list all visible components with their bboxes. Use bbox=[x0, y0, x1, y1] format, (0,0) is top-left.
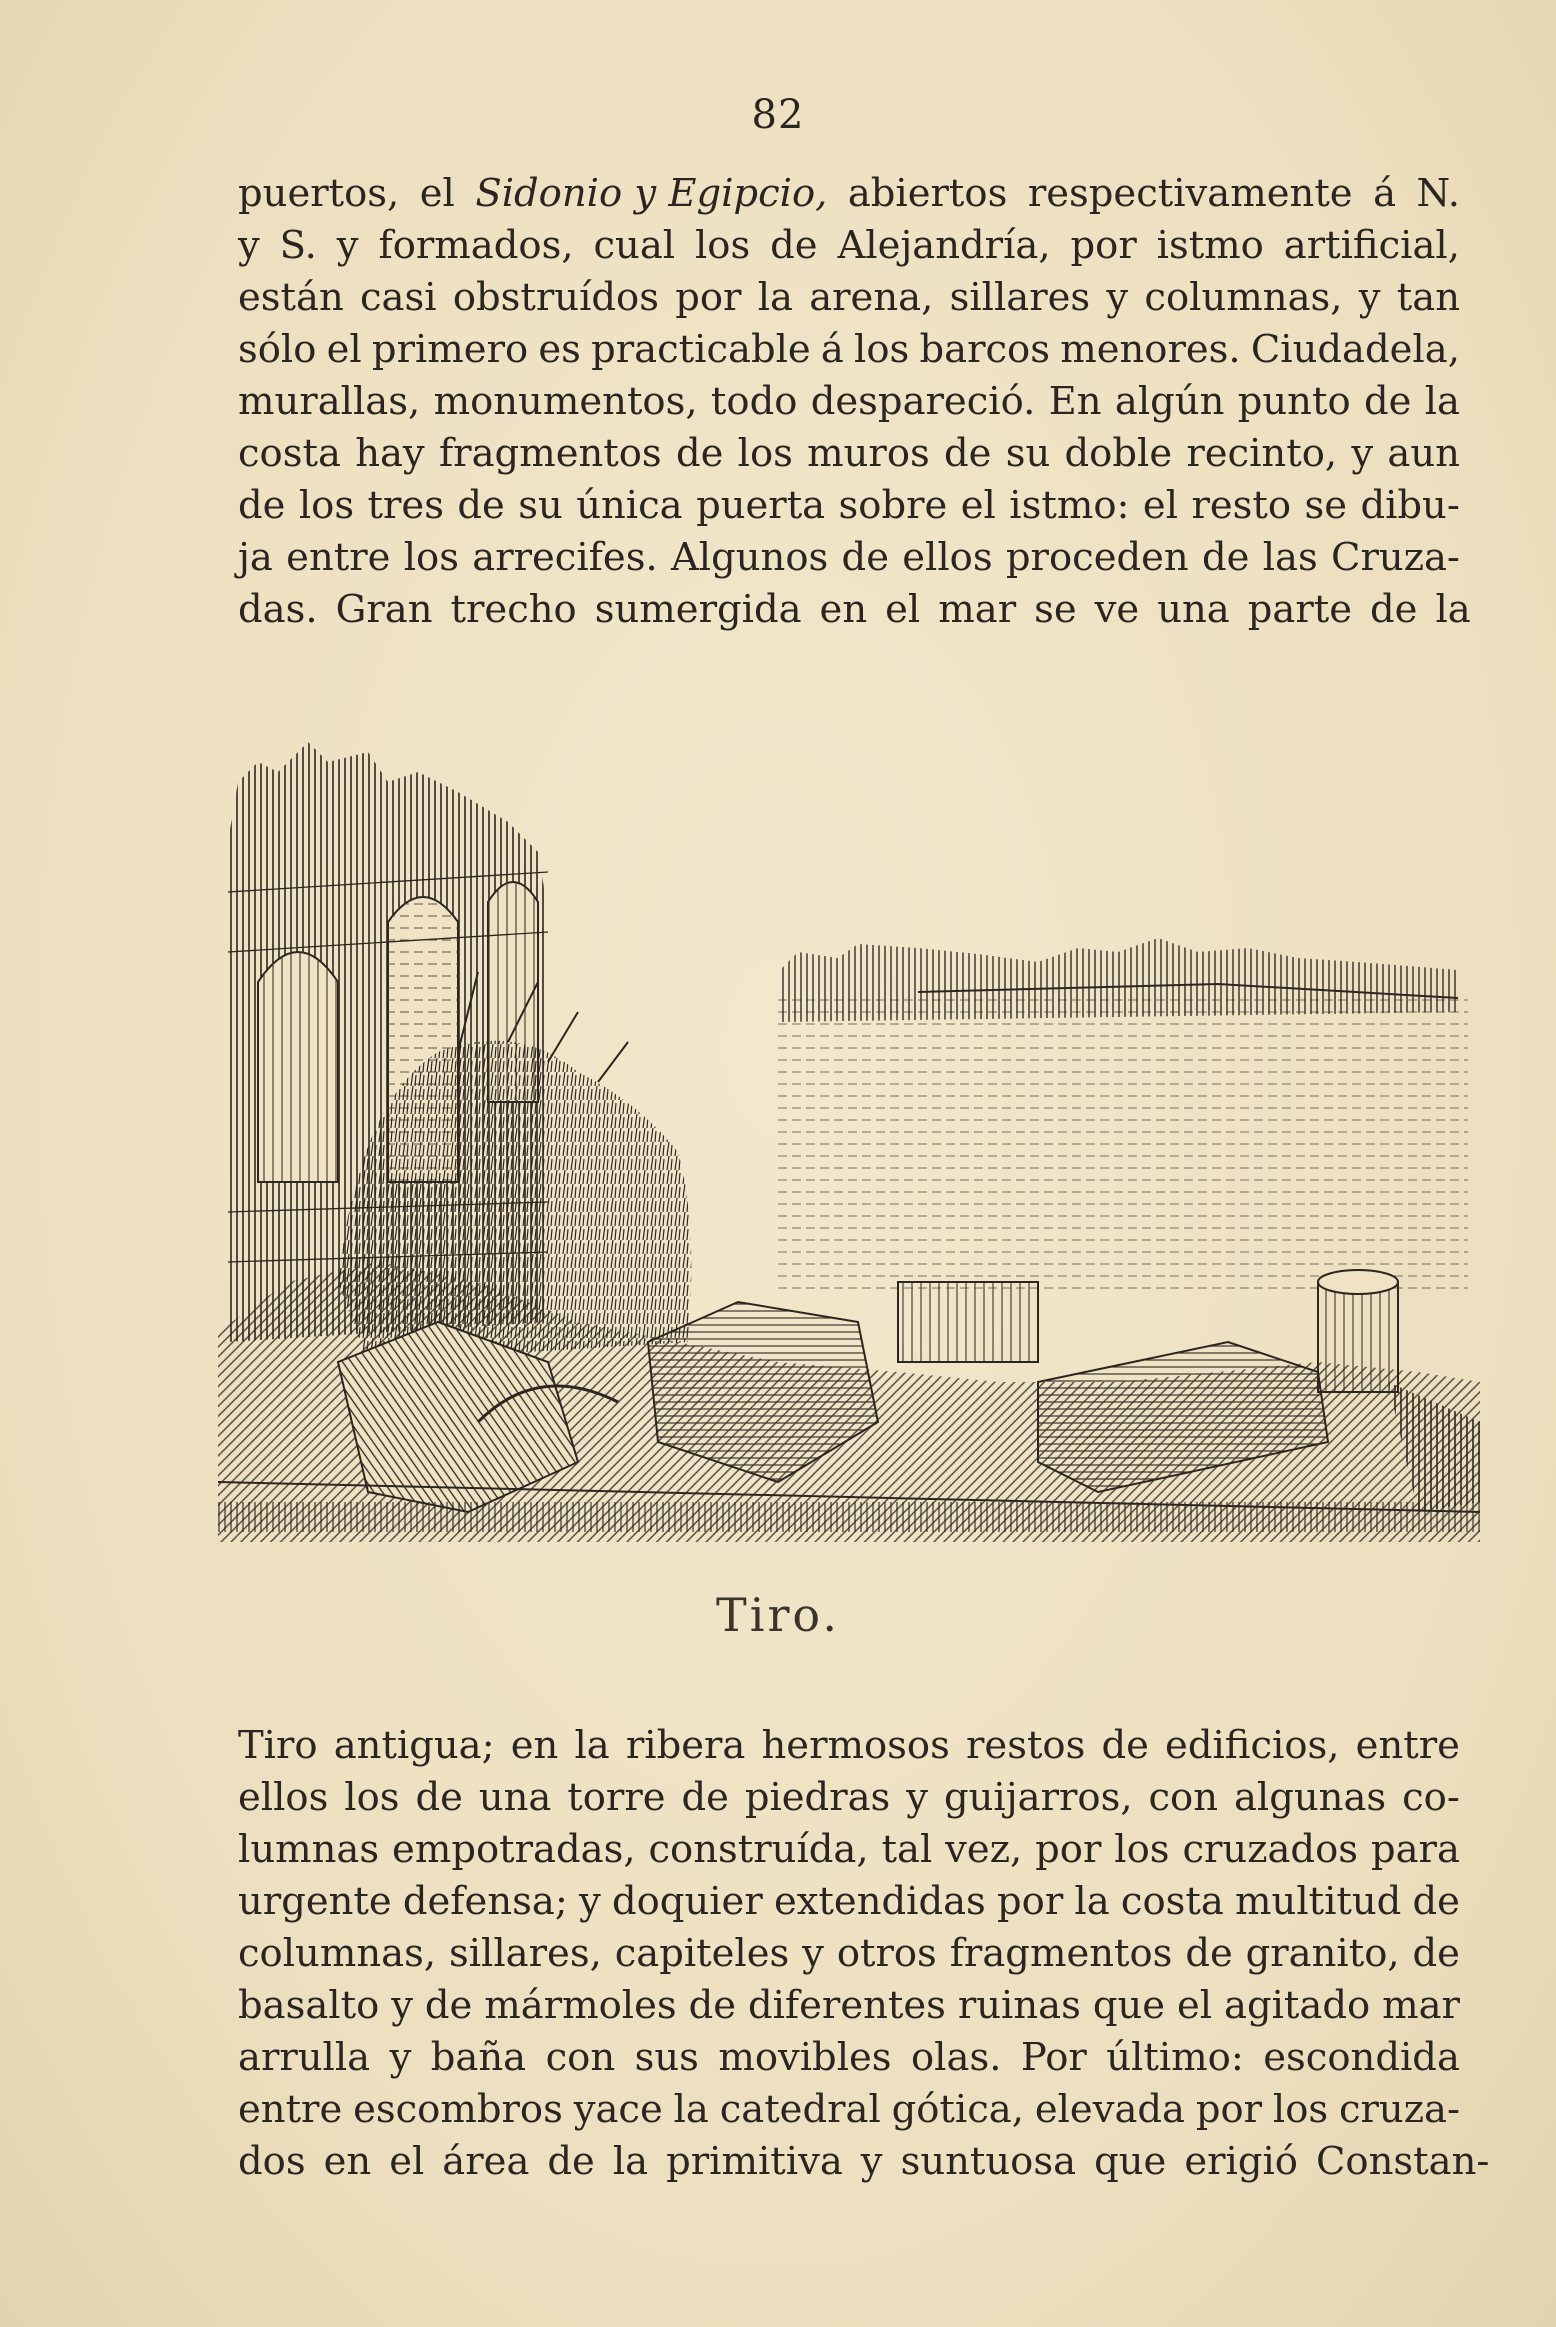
word: á bbox=[1373, 171, 1397, 216]
word: escondida bbox=[1263, 2035, 1460, 2080]
word: los bbox=[1114, 1827, 1170, 1872]
word: formados, bbox=[378, 223, 574, 268]
word: tan bbox=[1396, 275, 1460, 320]
word: de bbox=[1363, 379, 1412, 424]
word: la bbox=[673, 2087, 709, 2132]
word: por bbox=[1070, 223, 1137, 268]
word: puertos, bbox=[238, 171, 400, 216]
word: empotradas, bbox=[392, 1827, 636, 1872]
word: la bbox=[757, 275, 793, 320]
word: sólo bbox=[238, 327, 317, 372]
word: construída, bbox=[648, 1827, 869, 1872]
word: fragmentos bbox=[949, 1931, 1173, 1976]
word: muros bbox=[807, 431, 930, 476]
text-line bbox=[238, 1876, 1460, 1928]
word: Por bbox=[1020, 2035, 1087, 2080]
word: extendidas bbox=[773, 1879, 986, 1924]
word: basalto bbox=[238, 1983, 380, 2028]
word: yace bbox=[573, 2087, 663, 2132]
word: dos bbox=[238, 2139, 306, 2184]
word: los bbox=[403, 535, 459, 580]
word: guijarros, bbox=[943, 1775, 1133, 1820]
word: suntuosa bbox=[900, 2139, 1077, 2184]
word: de bbox=[547, 2139, 595, 2184]
italic-phrase: Sidonio y Egipcio, bbox=[475, 171, 828, 216]
word: de bbox=[944, 431, 992, 476]
text-line bbox=[238, 1720, 1460, 1772]
word: proceden bbox=[1005, 535, 1189, 580]
word: de bbox=[675, 431, 724, 476]
word: los bbox=[854, 327, 910, 372]
word: co- bbox=[1402, 1775, 1460, 1820]
word: Constan- bbox=[1315, 2139, 1490, 2184]
word: su bbox=[1005, 431, 1051, 476]
word: arrecifes. bbox=[472, 535, 658, 580]
word: vez, bbox=[945, 1827, 1023, 1872]
word: en bbox=[323, 2139, 372, 2184]
word: Gran bbox=[335, 587, 433, 632]
word: es bbox=[538, 327, 581, 372]
word: y bbox=[906, 1775, 929, 1820]
word: el bbox=[885, 587, 921, 632]
word: el bbox=[326, 327, 362, 372]
word: cual bbox=[593, 223, 676, 268]
word: elevada bbox=[1034, 2087, 1185, 2132]
word: por bbox=[1195, 2087, 1263, 2132]
word: y bbox=[1106, 275, 1129, 320]
upper-paragraph bbox=[238, 168, 1471, 636]
word: sus bbox=[634, 2035, 699, 2080]
word: el bbox=[960, 483, 996, 528]
text-line bbox=[238, 584, 1471, 636]
word: de bbox=[681, 1775, 729, 1820]
word: ellos bbox=[902, 535, 993, 580]
word: granito, bbox=[1245, 1931, 1400, 1976]
word: costa bbox=[1120, 1879, 1224, 1924]
word: barcos bbox=[919, 327, 1050, 372]
word: y bbox=[389, 2035, 412, 2080]
word: de bbox=[688, 1983, 737, 2028]
word: menores. bbox=[1060, 327, 1241, 372]
word: para bbox=[1370, 1827, 1460, 1872]
word: los bbox=[737, 431, 793, 476]
word: puerta bbox=[696, 483, 826, 528]
word: de bbox=[841, 535, 889, 580]
word: el bbox=[389, 2139, 425, 2184]
word: los bbox=[694, 223, 751, 268]
illustration-caption: Tiro. bbox=[716, 1588, 840, 1642]
word: tal bbox=[881, 1827, 933, 1872]
word: se bbox=[1034, 587, 1077, 632]
word: todo bbox=[710, 379, 798, 424]
word: dibu- bbox=[1360, 483, 1460, 528]
word: erigió bbox=[1184, 2139, 1298, 2184]
word: á bbox=[820, 327, 844, 372]
word: única bbox=[576, 483, 683, 528]
word: de bbox=[770, 223, 818, 268]
text-line bbox=[238, 272, 1460, 324]
word: de bbox=[1185, 1931, 1233, 1976]
word: de bbox=[1370, 587, 1418, 632]
word: una bbox=[1157, 587, 1230, 632]
word: de bbox=[238, 483, 286, 528]
word: que bbox=[1094, 2139, 1167, 2184]
word: obstruídos bbox=[452, 275, 659, 320]
word: istmo: bbox=[1009, 483, 1130, 528]
word: arrulla bbox=[238, 2035, 371, 2080]
word: fragmentos bbox=[438, 431, 662, 476]
word: primitiva bbox=[666, 2139, 843, 2184]
word: punto bbox=[1237, 379, 1351, 424]
word: mar bbox=[938, 587, 1017, 632]
text-line bbox=[238, 2032, 1460, 2084]
word: entre bbox=[238, 2087, 343, 2132]
word: movibles bbox=[718, 2035, 892, 2080]
word: catedral bbox=[719, 2087, 881, 2132]
word: de bbox=[424, 1983, 473, 2028]
word: Algunos bbox=[670, 535, 829, 580]
word: capiteles bbox=[614, 1931, 790, 1976]
word: y bbox=[1358, 275, 1381, 320]
word: istmo bbox=[1156, 223, 1264, 268]
word: por bbox=[1035, 1827, 1102, 1872]
word: se bbox=[1304, 483, 1348, 528]
word: Alejandría, bbox=[837, 223, 1051, 268]
word: Cruza- bbox=[1331, 535, 1460, 580]
word: la bbox=[1435, 587, 1471, 632]
word: de bbox=[1412, 1931, 1460, 1976]
word: doquier bbox=[611, 1879, 763, 1924]
word: de bbox=[457, 483, 505, 528]
text-line bbox=[238, 532, 1460, 584]
text-line bbox=[238, 324, 1460, 376]
word: están bbox=[238, 275, 344, 320]
word: ribera bbox=[625, 1723, 746, 1768]
word: por bbox=[675, 275, 742, 320]
word: otros bbox=[836, 1931, 937, 1976]
word: ruinas bbox=[957, 1983, 1081, 2028]
word: hay bbox=[355, 431, 425, 476]
word: ve bbox=[1094, 587, 1140, 632]
word: mármoles bbox=[484, 1983, 677, 2028]
word: una bbox=[478, 1775, 552, 1820]
text-line bbox=[238, 376, 1460, 428]
text-line bbox=[238, 428, 1460, 480]
word: la bbox=[574, 1723, 610, 1768]
word bbox=[475, 168, 827, 220]
word: despareció. bbox=[810, 379, 1036, 424]
word: Ciudadela, bbox=[1250, 327, 1460, 372]
word: la bbox=[1424, 379, 1460, 424]
word: columnas, bbox=[238, 1931, 437, 1976]
page-number: 82 bbox=[751, 92, 805, 138]
word: cruzados bbox=[1182, 1827, 1359, 1872]
word: olas. bbox=[911, 2035, 1002, 2080]
word: de bbox=[1101, 1723, 1149, 1768]
word: resto bbox=[1191, 483, 1292, 528]
text-line bbox=[238, 2136, 1490, 2188]
word: recinto, bbox=[1186, 431, 1338, 476]
word: entre bbox=[1355, 1723, 1460, 1768]
word: y bbox=[391, 1983, 413, 2028]
word: diferentes bbox=[747, 1983, 946, 2028]
word: sobre bbox=[838, 483, 948, 528]
word: Tiro bbox=[238, 1723, 318, 1768]
word: abiertos bbox=[847, 171, 1008, 216]
word: cruza- bbox=[1338, 2087, 1460, 2132]
word: las bbox=[1262, 535, 1318, 580]
word: y bbox=[860, 2139, 883, 2184]
ruins-of-tyre-engraving bbox=[218, 722, 1480, 1542]
word: agitado bbox=[1224, 1983, 1371, 2028]
word: columnas, bbox=[1144, 275, 1343, 320]
word: de bbox=[1412, 1879, 1460, 1924]
word: arena, bbox=[809, 275, 934, 320]
word: piedras bbox=[744, 1775, 891, 1820]
text-line bbox=[238, 2084, 1460, 2136]
word: trecho bbox=[450, 587, 577, 632]
word: escombros bbox=[353, 2087, 563, 2132]
word: hermosos bbox=[761, 1723, 950, 1768]
word: por bbox=[997, 1879, 1064, 1924]
word: casi bbox=[360, 275, 437, 320]
text-line bbox=[238, 1824, 1460, 1876]
word: algunas bbox=[1233, 1775, 1387, 1820]
word: el bbox=[1142, 483, 1179, 528]
word: ellos bbox=[238, 1775, 329, 1820]
word: sumergida bbox=[594, 587, 802, 632]
word: con bbox=[1148, 1775, 1219, 1820]
word: el bbox=[419, 171, 455, 216]
word: baña bbox=[430, 2035, 527, 2080]
word: gótica, bbox=[891, 2087, 1024, 2132]
word: monumentos, bbox=[433, 379, 698, 424]
word: área bbox=[442, 2139, 530, 2184]
word: mar bbox=[1382, 1983, 1460, 2028]
text-line bbox=[238, 480, 1460, 532]
word: los bbox=[298, 483, 355, 528]
word: doble bbox=[1064, 431, 1173, 476]
word: su bbox=[518, 483, 563, 528]
word: de bbox=[415, 1775, 463, 1820]
word: y bbox=[1351, 431, 1374, 476]
word: torre bbox=[567, 1775, 666, 1820]
word: y bbox=[336, 223, 359, 268]
word: y bbox=[802, 1931, 824, 1976]
word: restos bbox=[966, 1723, 1086, 1768]
word: lumnas bbox=[238, 1827, 380, 1872]
word: y bbox=[238, 223, 260, 268]
word: los bbox=[344, 1775, 400, 1820]
text-line bbox=[238, 220, 1460, 272]
word: en bbox=[819, 587, 868, 632]
word: sillares, bbox=[448, 1931, 602, 1976]
text-line bbox=[238, 1928, 1460, 1980]
word: la bbox=[612, 2139, 649, 2184]
word: artificial, bbox=[1283, 223, 1460, 268]
word: edificios, bbox=[1165, 1723, 1340, 1768]
word: y bbox=[579, 1879, 601, 1924]
word: murallas, bbox=[238, 379, 421, 424]
word: N. bbox=[1416, 171, 1460, 216]
word: el bbox=[1176, 1983, 1213, 2028]
word: En bbox=[1048, 379, 1102, 424]
word: de bbox=[1202, 535, 1250, 580]
word: primero bbox=[371, 327, 529, 372]
word: parte bbox=[1247, 587, 1353, 632]
word: costa bbox=[238, 431, 341, 476]
word: das. bbox=[238, 587, 318, 632]
word: multitud bbox=[1235, 1879, 1402, 1924]
text-line bbox=[238, 1772, 1460, 1824]
word: que bbox=[1092, 1983, 1166, 2028]
word: en bbox=[510, 1723, 559, 1768]
word: S. bbox=[279, 223, 317, 268]
word: urgente bbox=[238, 1879, 392, 1924]
word: antigua; bbox=[333, 1723, 495, 1768]
word: con bbox=[545, 2035, 616, 2080]
word: algún bbox=[1114, 379, 1225, 424]
text-line bbox=[238, 1980, 1460, 2032]
word: sillares bbox=[949, 275, 1091, 320]
word: último: bbox=[1106, 2035, 1244, 2080]
word: tres bbox=[367, 483, 444, 528]
lower-paragraph bbox=[238, 1720, 1490, 2188]
word: defensa; bbox=[402, 1879, 568, 1924]
word: entre bbox=[286, 535, 391, 580]
word: los bbox=[1272, 2087, 1329, 2132]
text-line bbox=[238, 168, 1460, 220]
word: practicable bbox=[591, 327, 811, 372]
word: aun bbox=[1387, 431, 1460, 476]
word: ja bbox=[238, 535, 273, 580]
word: respectivamente bbox=[1027, 171, 1353, 216]
word: la bbox=[1074, 1879, 1110, 1924]
